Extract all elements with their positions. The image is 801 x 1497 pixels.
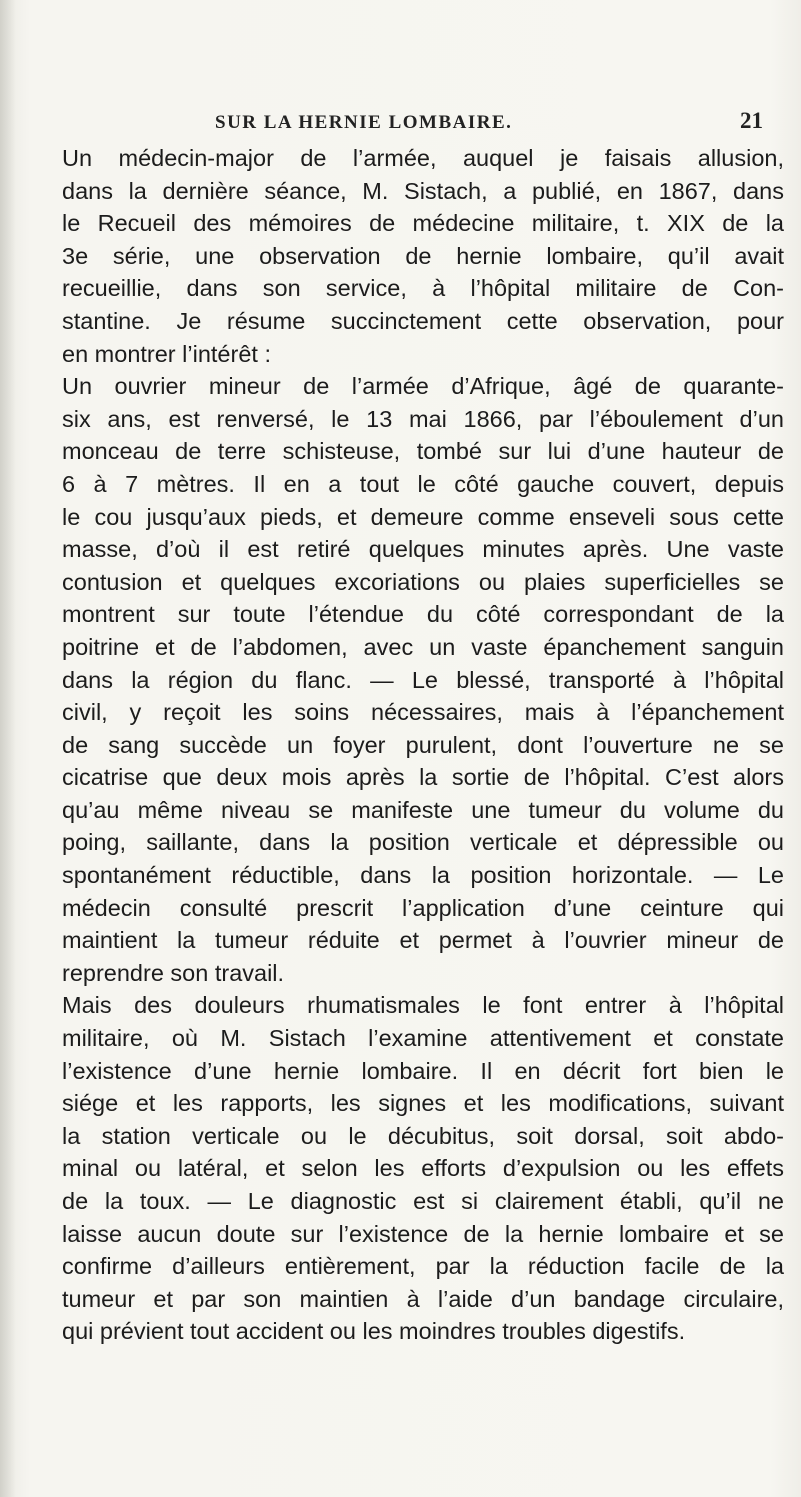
text-line: dans la dernière séance, M. Sistach, a publié, en 1867, dans	[62, 177, 784, 204]
text-line: poitrine et de l’abdomen, avec un vaste épanchement sanguin	[62, 633, 784, 660]
text-line: Un médecin-major de l’armée, auquel je faisais allusion,	[62, 145, 784, 171]
text-line: laisse aucun doute sur l’existence de la hernie lombaire et se	[62, 1220, 784, 1247]
text-line: poing, saillante, dans la position verticale et dépressible ou	[62, 829, 784, 856]
text-line: minal ou latéral, et selon les efforts d’expulsion ou les effets	[62, 1155, 784, 1182]
text-line: contusion et quelques excoriations ou plaies superficielles se	[62, 568, 784, 595]
text-line: recueillie, dans son service, à l’hôpital militaire de Con-	[62, 275, 784, 302]
text-line: civil, y reçoit les soins nécessaires, mais à l’épanchement	[62, 699, 784, 726]
text-line: dans la région du flanc. — Le blessé, transporté à l’hôpital	[62, 666, 784, 693]
text-line: monceau de terre schisteuse, tombé sur lui d’une hauteur de	[62, 438, 784, 465]
text-line: reprendre son travail.	[62, 959, 285, 986]
text-line: stantine. Je résume succinctement cette observation, pour	[62, 307, 784, 334]
text-line: tumeur et par son maintien à l’aide d’un bandage circulaire,	[62, 1285, 784, 1312]
text-line: montrent sur toute l’étendue du côté correspondant de la	[62, 601, 784, 628]
text-line: cicatrise que deux mois après la sortie de l’hôpital. C’est alors	[62, 764, 784, 791]
text-line: de sang succède un foyer purulent, dont l’ouverture ne se	[62, 731, 784, 758]
text-line: siége et les rapports, les signes et les modifications, suivant	[62, 1090, 784, 1117]
text-line: 3e série, une observation de hernie lombaire, qu’il avait	[62, 242, 784, 269]
text-line: six ans, est renversé, le 13 mai 1866, par l’éboulement d’un	[62, 405, 784, 432]
text-line: 6 à 7 mètres. Il en a tout le côté gauche couvert, depuis	[62, 470, 784, 497]
text-line: en montrer l’intérêt :	[62, 340, 271, 367]
page-number: 21	[740, 108, 763, 133]
text-line: masse, d’où il est retiré quelques minutes après. Une vaste	[62, 536, 784, 563]
text-line: médecin consulté prescrit l’application d’une ceinture qui	[62, 894, 784, 921]
text-line: Mais des douleurs rhumatismales le font entrer à l’hôpital	[62, 992, 784, 1019]
text-line: la station verticale ou le décubitus, soit dorsal, soit abdo-	[62, 1122, 784, 1149]
text-line: l’existence d’une hernie lombaire. Il en décrit fort bien le	[62, 1057, 784, 1084]
text-line: spontanément réductible, dans la position horizontale. — Le	[62, 862, 784, 889]
text-line: de la toux. — Le diagnostic est si clairement établi, qu’il ne	[62, 1188, 784, 1214]
text-line: le Recueil des mémoires de médecine militaire, t. XIX de la	[62, 210, 784, 237]
text-line: maintient la tumeur réduite et permet à l’ouvrier mineur de	[62, 927, 784, 954]
text-line: le cou jusqu’aux pieds, et demeure comme enseveli sous cette	[62, 503, 784, 530]
page-edge-shadow	[0, 0, 16, 1497]
text-line: confirme d’ailleurs entièrement, par la réduction facile de la	[62, 1253, 784, 1280]
text-line: qui prévient tout accident ou les moindres troubles digestifs.	[62, 1318, 686, 1345]
running-title: SUR LA HERNIE LOMBAIRE.	[215, 112, 513, 133]
text-line: qu’au même niveau se manifeste une tumeur du volume du	[62, 796, 784, 823]
body-text	[62, 142, 784, 1348]
text-line: militaire, où M. Sistach l’examine attentivement et constate	[62, 1025, 784, 1052]
running-header	[0, 106, 801, 146]
text-line: Un ouvrier mineur de l’armée d’Afrique, âgé de quarante-	[62, 373, 784, 400]
